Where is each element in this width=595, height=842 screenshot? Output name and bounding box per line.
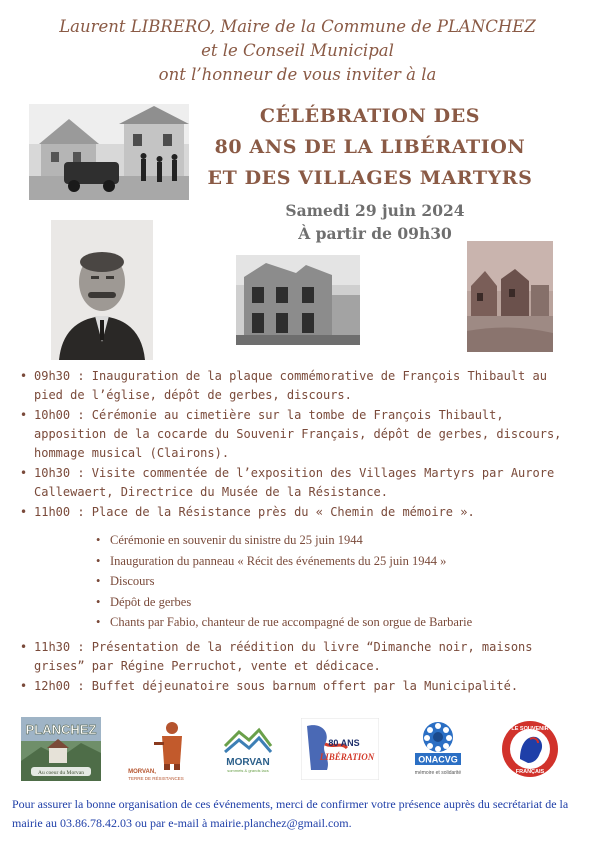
resistance-logo-line-1: MORVAN, xyxy=(128,769,156,775)
title-line-3: ET DES VILLAGES MARTYRS xyxy=(207,167,533,189)
program-list-2 xyxy=(18,638,580,697)
souvenir-francais-logo xyxy=(500,719,560,779)
title-line-1: CÉLÉBRATION DES xyxy=(259,105,481,127)
header-line-3: ont l’honneur de vous inviter à la xyxy=(158,65,437,84)
onac-logo-name: ONACVG xyxy=(418,754,458,765)
header-line-2: et le Conseil Municipal xyxy=(201,41,394,60)
sub-program-item: • Chants par Fabio, chanteur de rue accompagné de son orgue de Barbarie xyxy=(96,612,576,633)
portrait-photo xyxy=(51,220,153,360)
program-item: • 12h00 : Buffet déjeunatoire sous barnum offert par la Municipalité. xyxy=(18,677,580,696)
program-item: • 11h30 : Présentation de la réédition du livre “Dimanche noir, maisons grises” par Régine Perruchot, vente et dédicace. xyxy=(18,638,580,676)
planchez-logo xyxy=(21,717,101,781)
planchez-logo-title: PLANCHEZ xyxy=(25,722,97,737)
sub-program-item: • Cérémonie en souvenir du sinistre du 25 juin 1944 xyxy=(96,530,576,551)
sub-program-list xyxy=(96,530,576,633)
sub-program-item: • Inauguration du panneau « Récit des événements du 25 juin 1944 » xyxy=(96,551,576,572)
morvan-logo-name: MORVAN xyxy=(226,757,270,768)
sub-program-item: • Dépôt de gerbes xyxy=(96,592,576,613)
ruins-painting-photo xyxy=(467,241,553,352)
liberation-logo-line-2: LIBÉRATION xyxy=(319,752,375,762)
program-item: • 09h30 : Inauguration de la plaque commémorative de François Thibault au pied de l’église, dépôt de gerbes, discours. xyxy=(18,367,580,405)
footer-note: Pour assurer la bonne organisation de ces événements, merci de confirmer votre présence auprès du secrétariat de la mairie au 03.86.78.42.03 ou par e-mail à mairie.planchez@gmail.com. xyxy=(12,797,569,830)
planchez-logo-caption: Au coeur du Morvan xyxy=(38,770,84,776)
liberation-80-logo xyxy=(301,718,379,780)
event-time: À partir de 09h30 xyxy=(298,224,452,243)
header-line-1: Laurent LIBRERO, Maire de la Commune de PLANCHEZ xyxy=(59,17,536,36)
event-date: Samedi 29 juin 2024 xyxy=(285,201,465,220)
sub-program-item: • Discours xyxy=(96,571,576,592)
souvenir-logo-top: LE SOUVENIR xyxy=(511,726,549,732)
morvan-logo-tagline: sommets & grands lacs xyxy=(227,768,269,773)
title-line-2: 80 ANS DE LA LIBÉRATION xyxy=(214,136,526,158)
morvan-resistance-logo xyxy=(124,716,194,782)
street-scene-photo xyxy=(29,104,189,200)
souvenir-logo-bottom: FRANÇAIS xyxy=(515,769,545,775)
ruined-house-photo xyxy=(236,255,360,345)
program-list xyxy=(18,367,580,523)
onacvg-logo xyxy=(405,717,471,781)
onac-logo-tagline: mémoire et solidarité xyxy=(414,770,462,776)
program-item: • 10h00 : Cérémonie au cimetière sur la tombe de François Thibault, apposition de la cocarde du Souvenir Français, dépôt de gerbes, discours, hommage musical (Clairons). xyxy=(18,406,580,463)
program-item: • 11h00 : Place de la Résistance près du « Chemin de mémoire ». xyxy=(18,503,580,522)
program-item: • 10h30 : Visite commentée de l’exposition des Villages Martyrs par Aurore Callewaert, Directrice du Musée de la Résistance. xyxy=(18,464,580,502)
resistance-logo-line-2: TERRE DE RÉSISTANCES xyxy=(128,776,184,781)
morvan-sommets-logo xyxy=(219,722,277,776)
liberation-logo-line-1: 80 ANS xyxy=(328,738,360,748)
